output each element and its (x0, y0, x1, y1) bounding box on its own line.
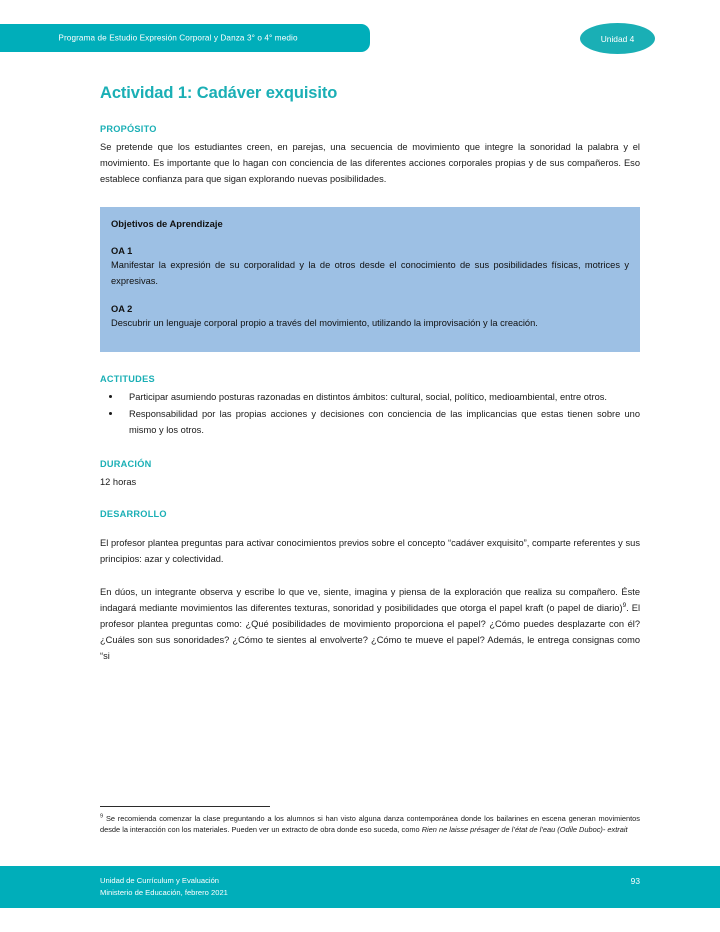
list-item (100, 407, 640, 439)
bullet-dot-icon (109, 395, 112, 398)
desarrollo-p2-part1: En dúos, un integrante observa y escribe lo que ve, siente, imagina y piensa de la exploración que realiza su compañero. Éste indagará mediante movimientos las diferentes texturas, sonoridad y posibilidades que otorga el papel kraft (o papel de diario) (100, 586, 640, 613)
objective-text-oa2: Descubrir un lenguaje corporal propio a través del movimiento, utilizando la improvisación y la creación. (111, 317, 538, 328)
bullet-dot-icon (109, 412, 112, 415)
program-banner-label: Programa de Estudio Expresión Corporal y Danza 3° o 4° medio (58, 33, 298, 43)
objective-code-oa1: OA 1 (111, 245, 133, 256)
footnote-content (100, 814, 640, 836)
list-item (100, 390, 640, 406)
section-heading-duracion: DURACIÓN (100, 458, 152, 469)
objective-code-oa2: OA 2 (111, 303, 133, 314)
page-header (0, 0, 720, 70)
learning-objectives-title: Objetivos de Aprendizaje (111, 217, 223, 229)
objective-text-oa1: Manifestar la expresión de su corporalidad y la de otros desde el conocimiento de sus posibilidades físicas, motrices y expresivas. (111, 259, 629, 286)
program-banner (0, 24, 370, 52)
desarrollo-paragraph-2 (100, 585, 640, 665)
footnote-reference-marker: 9 (622, 601, 627, 609)
duracion-value: 12 horas (100, 476, 137, 487)
learning-objectives-box (100, 207, 640, 352)
footnote-body: Se recomienda comenzar la clase preguntando a los alumnos si han visto alguna danza contemporánea donde los bailarines en escena generan movimientos desde la interacción con los materiales. Pueden ver un extracto de obra donde eso suceda, como (100, 814, 640, 834)
section-heading-actitudes: ACTITUDES (100, 373, 155, 384)
footer-organization (100, 875, 228, 899)
page-title: Actividad 1: Cadáver exquisito (100, 84, 338, 102)
page-footer (0, 866, 720, 908)
unit-badge (580, 23, 655, 54)
proposito-paragraph: Se pretende que los estudiantes creen, en parejas, una secuencia de movimiento que integre la sonoridad la palabra y el movimiento. Es importante que lo hagan con conciencia de las diferentes acciones corporales propias y de sus compañeros. Eso establece confianza para que sigan explorando nuevas posibilidades. (100, 142, 640, 184)
footnote-number: 9 (100, 813, 104, 820)
section-heading-proposito: PROPÓSITO (100, 124, 157, 134)
desarrollo-paragraph-1: El profesor plantea preguntas para activar conocimientos previos sobre el concepto “cadáver exquisito”, comparte referentes y sus principios: azar y colectividad. (100, 537, 640, 564)
actitud-text: Participar asumiendo posturas razonadas en distintos ámbitos: cultural, social, político, medioambiental, entre otros. (129, 391, 607, 402)
page-content (100, 84, 640, 665)
footnote-italic-title: Rien ne laisse présager de l’état de l’eau (Odile Duboc)- extrait (421, 824, 628, 834)
unit-badge-label: Unidad 4 (600, 33, 635, 44)
page-number: 93 (630, 876, 640, 886)
footer-line-2: Ministerio de Educación, febrero 2021 (100, 887, 228, 897)
desarrollo-p2-part2: . El profesor plantea preguntas como: ¿Qué posibilidades de movimiento proporciona el papel? ¿Cómo puedes desplazarte con él? ¿Cuáles son sus sonoridades? ¿Cómo te sientes al envolverte? ¿Cómo te mueve el papel? Además, le entrega consignas como “si (100, 602, 641, 661)
footnote-separator (100, 806, 270, 807)
actitudes-list (100, 390, 640, 439)
footer-line-1: Unidad de Currículum y Evaluación (100, 876, 220, 885)
section-heading-desarrollo: DESARROLLO (100, 508, 167, 519)
actitud-text: Responsabilidad por las propias acciones y decisiones con conciencia de las implicancias que estas tienen sobre uno mismo y los otros. (129, 408, 640, 435)
footnote-block (100, 806, 640, 836)
